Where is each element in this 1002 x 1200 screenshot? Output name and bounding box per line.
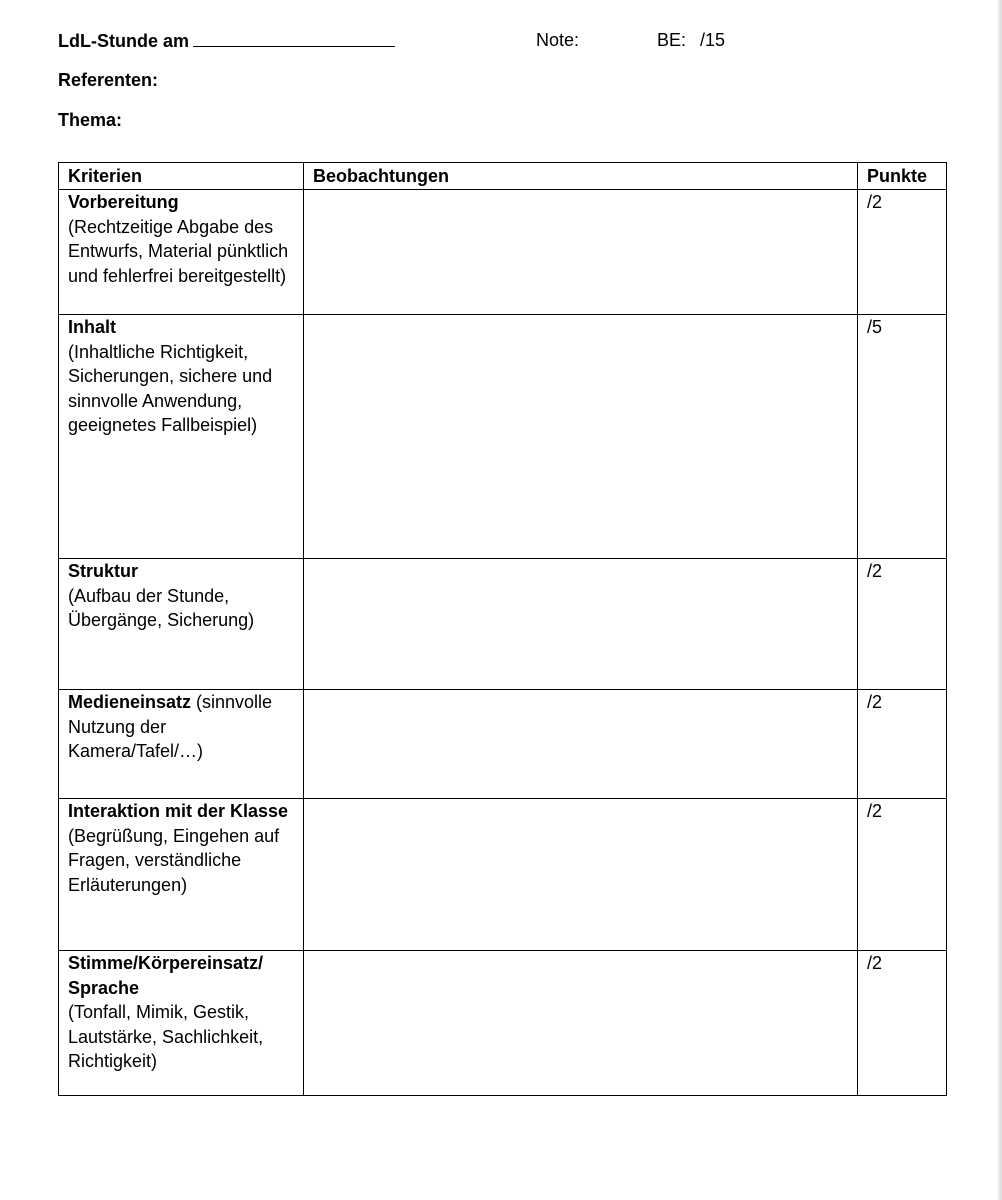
criterion-cell (59, 799, 304, 951)
observation-cell[interactable] (304, 951, 858, 1096)
table-row-interaktion (59, 799, 947, 951)
criterion-title: Interaktion mit der Klasse (68, 801, 289, 821)
column-header-criteria: Kriterien (59, 163, 304, 190)
points-cell[interactable]: /5 (858, 315, 947, 559)
session-label: LdL-Stunde am (58, 31, 189, 51)
criterion-title: Medieneinsatz (68, 692, 192, 712)
page-edge-shadow (998, 0, 1002, 1200)
topic-label: Thema: (58, 110, 123, 130)
criterion-desc: (Begrüßung, Eingehen auf Fragen, verständliche Erläuterungen) (68, 825, 280, 895)
observation-cell[interactable] (304, 690, 858, 799)
observation-cell[interactable] (304, 799, 858, 951)
criterion-cell (59, 690, 304, 799)
criterion-desc: (Inhaltliche Richtigkeit, Sicherungen, sichere und sinnvolle Anwendung, geeignetes Fallbeispiel) (68, 341, 273, 435)
session-line (58, 30, 395, 51)
be-total: /15 (700, 30, 726, 50)
criterion-title: Stimme/Körpereinsatz/ Sprache (68, 953, 264, 998)
observation-cell[interactable] (304, 559, 858, 690)
table-row-struktur (59, 559, 947, 690)
presenters-label: Referenten: (58, 70, 159, 90)
table-row-vorbereitung (59, 190, 947, 315)
points-cell[interactable]: /2 (858, 690, 947, 799)
column-header-observations: Beobachtungen (304, 163, 858, 190)
observation-cell[interactable] (304, 315, 858, 559)
criterion-inline-desc: (sinnvolle Nutzung der Kamera/Tafel/…) (68, 692, 273, 761)
table-header-row (59, 163, 947, 190)
criterion-title: Struktur (68, 561, 139, 581)
table-row-medieneinsatz (59, 690, 947, 799)
criterion-desc: (Tonfall, Mimik, Gestik, Lautstärke, Sachlichkeit, Richtigkeit) (68, 1002, 264, 1071)
criterion-cell (59, 559, 304, 690)
points-cell[interactable]: /2 (858, 951, 947, 1096)
criterion-title: Inhalt (68, 317, 116, 337)
table-row-stimme (59, 951, 947, 1096)
be-label: BE: (657, 30, 687, 50)
criterion-title: Vorbereitung (68, 192, 179, 212)
criterion-desc: (Aufbau der Stunde, Übergänge, Sicherung) (68, 585, 255, 630)
points-cell[interactable]: /2 (858, 799, 947, 951)
observation-cell[interactable] (304, 190, 858, 315)
criterion-cell (59, 315, 304, 559)
date-blank-line[interactable] (193, 30, 395, 47)
evaluation-table (58, 162, 947, 1096)
criterion-cell (59, 951, 304, 1096)
table-row-inhalt (59, 315, 947, 559)
points-cell[interactable]: /2 (858, 190, 947, 315)
points-cell[interactable]: /2 (858, 559, 947, 690)
grade-label: Note: (536, 30, 580, 50)
column-header-points: Punkte (858, 163, 947, 190)
criterion-desc: (Rechtzeitige Abgabe des Entwurfs, Material pünktlich und fehlerfrei bereitgestellt) (68, 216, 289, 286)
criterion-cell (59, 190, 304, 315)
